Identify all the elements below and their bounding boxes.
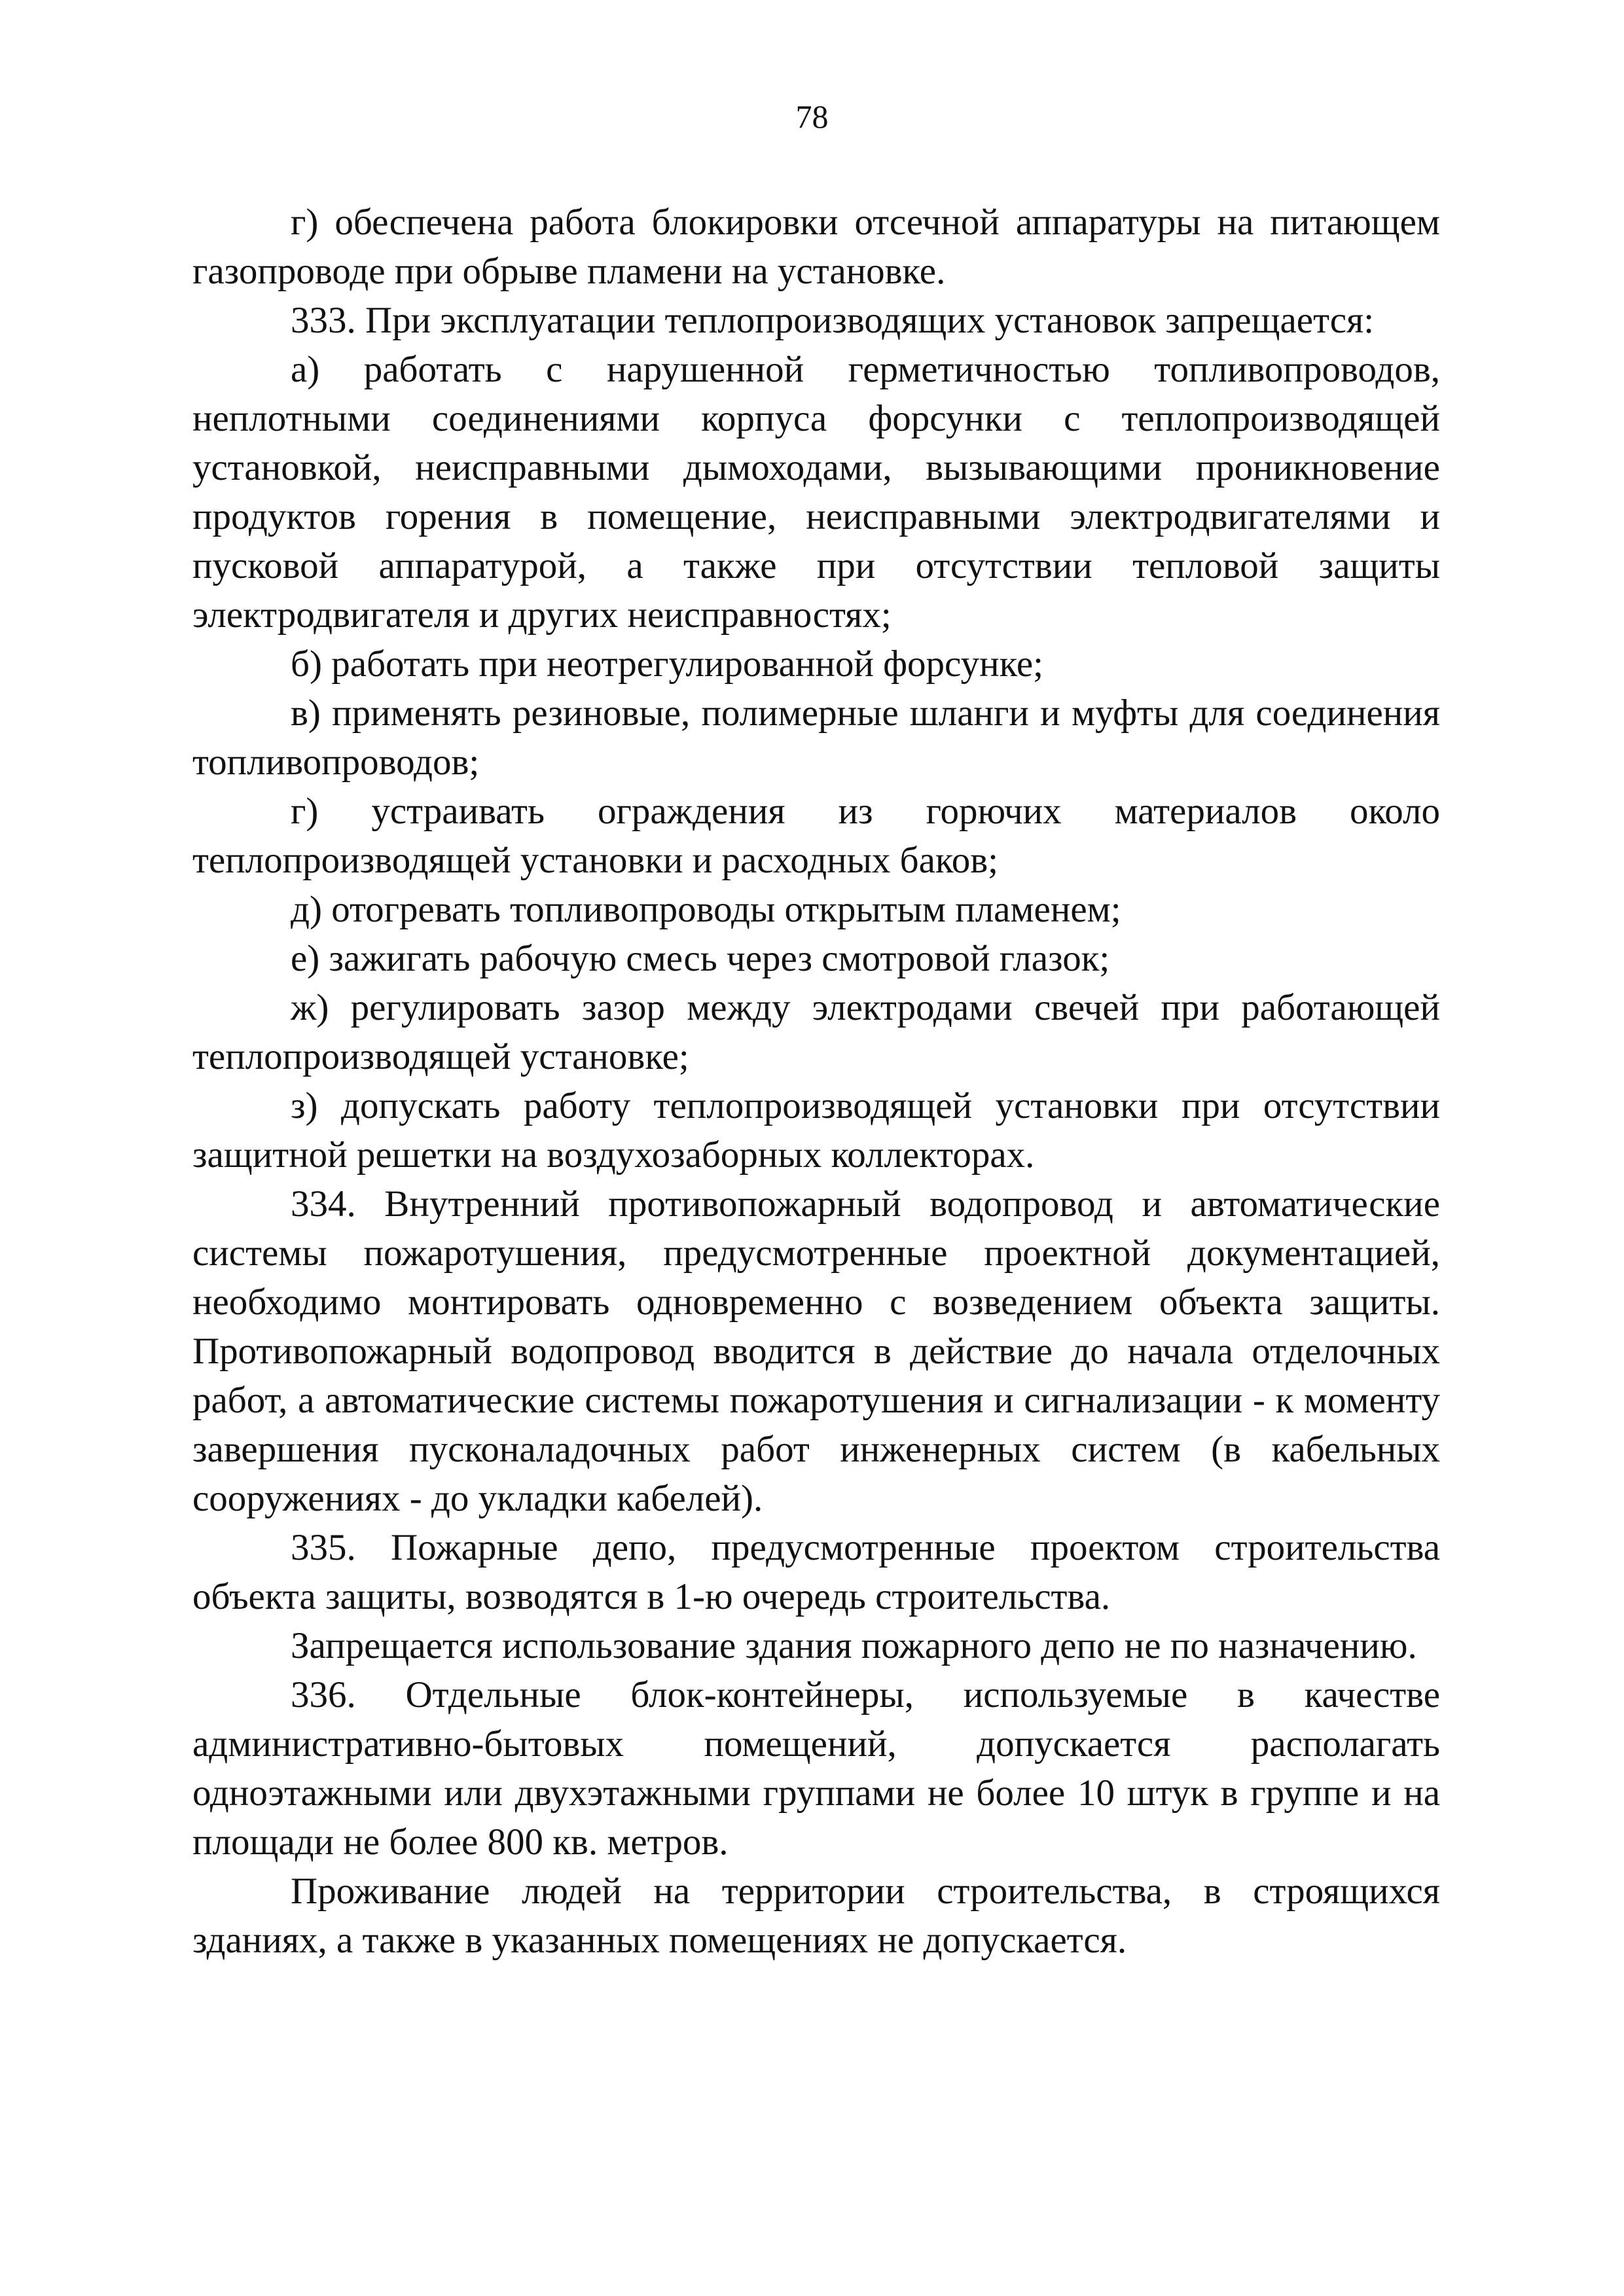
paragraph-333-a: а) работать с нарушенной герметичностью топливопроводов, неплотными соединениями корпуса форсунки с теплопроизводящей установкой, неисправными дымоходами, вызывающими проникновение продуктов горения в помещение, неисправными электродвигателями и пусковой аппаратурой, а также при отсутствии тепловой защиты электродвигателя и других неисправностях; (192, 349, 1440, 636)
paragraph-g-flame-cutoff: г) обеспечена работа блокировки отсечной аппаратуры на питающем газопроводе при обрыве пламени на установке. (192, 202, 1440, 292)
paragraph-333-zh: ж) регулировать зазор между электродами свечей при работающей теплопроизводящей установке; (192, 987, 1440, 1077)
paragraph-333-b: б) работать при неотрегулированной форсунке; (291, 643, 1044, 685)
paragraph-333-d: д) отогревать топливопроводы открытым пламенем; (291, 889, 1121, 930)
paragraph-333-e: е) зажигать рабочую смесь через смотровой глазок; (291, 938, 1110, 979)
paragraph-335: 335. Пожарные депо, предусмотренные проектом строительства объекта защиты, возводятся в 1-ю очередь строительства. (192, 1527, 1440, 1617)
paragraph-334: 334. Внутренний противопожарный водопровод и автоматические системы пожаротушения, предусмотренные проектной документацией, необходимо монтировать одновременно с возведением объекта защиты. Противопожарный водопровод вводится в действие до начала отделочных работ, а автоматические системы пожаротушения и сигнализации - к моменту завершения пусконаладочных работ инженерных систем (в кабельных сооружениях - до укладки кабелей). (192, 1183, 1440, 1519)
paragraph-336-residence: Проживание людей на территории строительства, в строящихся зданиях, а также в указанных помещениях не допускается. (192, 1871, 1440, 1961)
paragraph-333-g: г) устраивать ограждения из горючих материалов около теплопроизводящей установки и расходных баков; (192, 791, 1440, 881)
paragraph-333-intro: 333. При эксплуатации теплопроизводящих установок запрещается: (291, 300, 1375, 341)
document-body (192, 198, 1440, 1965)
paragraph-335-prohibition: Запрещается использование здания пожарного депо не по назначению. (291, 1625, 1417, 1666)
paragraph-336: 336. Отдельные блок-контейнеры, используемые в качестве административно-бытовых помещений, допускается располагать одноэтажными или двухэтажными группами не более 10 штук в группе и на площади не более 800 кв. метров. (192, 1674, 1440, 1863)
page-number: 78 (795, 98, 829, 135)
paragraph-333-v: в) применять резиновые, полимерные шланги и муфты для соединения топливопроводов; (192, 692, 1440, 783)
paragraph-333-z: з) допускать работу теплопроизводящей установки при отсутствии защитной решетки на воздухозаборных коллекторах. (192, 1085, 1440, 1175)
